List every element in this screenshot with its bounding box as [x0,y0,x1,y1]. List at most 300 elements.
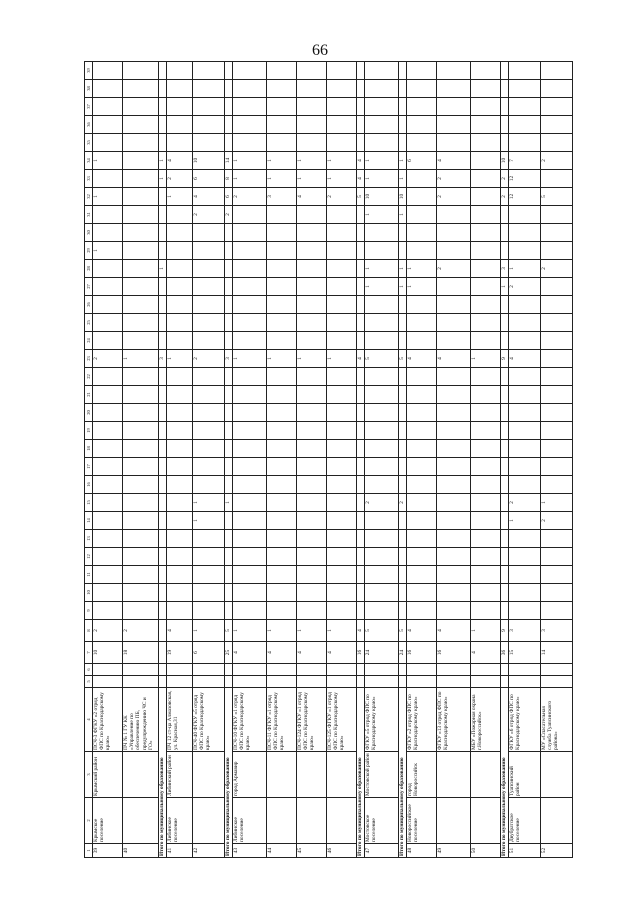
header-cell: 9 [85,602,93,620]
row-number: 47 [365,844,399,858]
value-cell [501,584,509,602]
value-cell [509,116,541,134]
value-cell [357,206,365,224]
value-cell [233,512,267,530]
value-cell [541,134,573,152]
value-cell: 1 [233,152,267,170]
value-cell: 12 [509,188,541,206]
value-cell [159,620,167,642]
value-cell [225,476,233,494]
value-cell [233,278,267,296]
value-cell [399,314,407,332]
value-cell [267,224,297,242]
value-cell [509,296,541,314]
value-cell [541,98,573,116]
value-cell: 10 [399,188,407,206]
value-cell [471,404,501,422]
row-number: 44 [267,844,297,858]
value-cell [357,296,365,314]
value-cell [225,676,233,688]
value-cell: 5 [365,620,399,642]
value-cell: 2 [233,188,267,206]
value-cell [267,62,297,80]
value-cell [159,512,167,530]
value-cell [541,458,573,476]
value-cell [501,530,509,548]
value-cell: 4 [407,350,437,368]
value-cell [357,566,365,584]
value-cell [407,224,437,242]
value-cell [541,584,573,602]
table-row [297,62,327,858]
value-cell: 9 [501,620,509,642]
value-cell [365,584,399,602]
value-cell: 4 [193,188,225,206]
value-cell: 1 [167,188,193,206]
value-cell [327,530,357,548]
value-cell [167,368,193,386]
value-cell [357,404,365,422]
value-cell [501,512,509,530]
value-cell [509,332,541,350]
header-cell: 39 [85,62,93,80]
value-cell: 2 [93,620,123,642]
header-cell: 27 [85,278,93,296]
value-cell [93,676,123,688]
value-cell [509,98,541,116]
settlement-cell [267,798,297,844]
value-cell [297,676,327,688]
value-cell: 4 [437,620,471,642]
value-cell [357,458,365,476]
value-cell [93,332,123,350]
value-cell [501,494,509,512]
value-cell: 18 [123,642,159,664]
value-cell: 1 [159,170,167,188]
value-cell [193,664,225,676]
row-number: 48 [407,844,437,858]
value-cell [93,80,123,98]
unit-cell: ФГКУ «2 отряд ФПС по Краснодарскому краю» [407,688,437,752]
value-cell: 16 [357,642,365,664]
total-row [357,62,365,858]
value-cell [93,134,123,152]
header-cell: 38 [85,80,93,98]
value-cell [471,476,501,494]
value-cell [541,242,573,260]
value-cell [123,314,159,332]
value-cell [167,224,193,242]
value-cell [437,242,471,260]
value-cell [407,584,437,602]
value-cell [267,314,297,332]
total-label: Итого по муниципальному образованию [357,688,365,858]
row-number: 49 [437,844,471,858]
value-cell: 1 [267,170,297,188]
total-label: Итого по муниципальному образованию [159,688,167,858]
value-cell [407,116,437,134]
header-cell: 13 [85,530,93,548]
value-cell: 4 [437,350,471,368]
value-cell: 5 [399,620,407,642]
value-cell [437,584,471,602]
value-cell [407,62,437,80]
value-cell [267,566,297,584]
value-cell: 2 [501,188,509,206]
value-cell: 4 [357,350,365,368]
value-cell [225,566,233,584]
value-cell [193,584,225,602]
value-cell [297,458,327,476]
value-cell [93,206,123,224]
value-cell [407,422,437,440]
value-cell [233,314,267,332]
value-cell [233,62,267,80]
header-cell: 2 [85,798,93,844]
value-cell [471,206,501,224]
value-cell: 3 [267,188,297,206]
row-number: 40 [123,844,159,858]
settlement-cell [193,798,225,844]
value-cell [399,548,407,566]
value-cell [93,458,123,476]
value-cell [159,476,167,494]
district-cell: Туапсинский район [509,752,541,798]
value-cell: 3 [225,350,233,368]
value-cell [471,260,501,278]
value-cell [93,116,123,134]
value-cell [509,602,541,620]
table-row [365,62,399,858]
value-cell [123,242,159,260]
fire-units-table [84,61,573,858]
value-cell [167,116,193,134]
value-cell [327,602,357,620]
value-cell [93,584,123,602]
value-cell [471,664,501,676]
header-cell: 21 [85,386,93,404]
value-cell [437,80,471,98]
value-cell: 1 [509,512,541,530]
value-cell [509,224,541,242]
value-cell [123,404,159,422]
value-cell [365,116,399,134]
value-cell [327,134,357,152]
value-cell: 2 [501,170,509,188]
value-cell [437,530,471,548]
value-cell [267,602,297,620]
value-cell: 5 [541,188,573,206]
value-cell [93,368,123,386]
value-cell [471,548,501,566]
header-cell: 28 [85,260,93,278]
value-cell [509,664,541,676]
value-cell [407,476,437,494]
value-cell [193,566,225,584]
value-cell: 2 [167,170,193,188]
value-cell [541,602,573,620]
value-cell: 2 [193,350,225,368]
value-cell [509,476,541,494]
value-cell [123,386,159,404]
settlement-cell: Крымское поселение [93,798,123,844]
value-cell [167,62,193,80]
district-cell: Крымский район [93,752,123,798]
value-cell [297,548,327,566]
value-cell: 2 [541,260,573,278]
value-cell [225,602,233,620]
value-cell [471,494,501,512]
value-cell [471,242,501,260]
value-cell [399,476,407,494]
value-cell [437,664,471,676]
district-cell [327,752,357,798]
value-cell [327,440,357,458]
value-cell [267,134,297,152]
value-cell: 1 [193,494,225,512]
value-cell: 4 [167,152,193,170]
total-row [399,62,407,858]
value-cell [541,476,573,494]
unit-cell: ПСЧ-10 ФГКУ «1 отряд ФПС по Краснодарскому краю» [233,688,267,752]
value-cell [357,134,365,152]
unit-cell: МУ «Спасательная служба Туапсинского района» [541,688,573,752]
value-cell [167,566,193,584]
value-cell [267,584,297,602]
settlement-cell: Либинское поселение [233,798,267,844]
value-cell [159,278,167,296]
value-cell: 10 [365,188,399,206]
value-cell: 10 [501,152,509,170]
value-cell: 5 [399,350,407,368]
value-cell [159,566,167,584]
value-cell [267,458,297,476]
value-cell [123,440,159,458]
value-cell [159,242,167,260]
value-cell [357,676,365,688]
value-cell [327,476,357,494]
value-cell: 1 [297,620,327,642]
value-cell [327,278,357,296]
value-cell [471,224,501,242]
table-row [193,62,225,858]
value-cell [357,440,365,458]
value-cell: 1 [267,152,297,170]
value-cell [471,98,501,116]
value-cell [93,664,123,676]
value-cell [167,664,193,676]
value-cell [501,242,509,260]
value-cell [407,206,437,224]
value-cell [365,458,399,476]
unit-cell: ПСЧ-40 ФГКУ «5 отряд ФПС по Краснодарскому краю» [193,688,225,752]
row-number: 52 [541,844,573,858]
value-cell [357,314,365,332]
header-cell: 7 [85,642,93,664]
value-cell [233,664,267,676]
header-cell: 8 [85,620,93,642]
value-cell [297,440,327,458]
value-cell [501,566,509,584]
value-cell [541,440,573,458]
value-cell: 1 [407,260,437,278]
value-cell [123,476,159,494]
value-cell [541,676,573,688]
value-cell: 1 [501,278,509,296]
value-cell: 1 [233,350,267,368]
value-cell [297,260,327,278]
value-cell [365,332,399,350]
value-cell: 2 [437,260,471,278]
value-cell [541,404,573,422]
value-cell [407,134,437,152]
value-cell [365,134,399,152]
value-cell: 2 [365,494,399,512]
value-cell [437,512,471,530]
value-cell [327,296,357,314]
value-cell: 6 [193,642,225,664]
value-cell [233,584,267,602]
value-cell [267,664,297,676]
value-cell [267,332,297,350]
header-cell: 23 [85,350,93,368]
settlement-cell: Мостовское поселение [365,798,399,844]
value-cell [327,422,357,440]
value-cell [123,422,159,440]
value-cell [357,530,365,548]
value-cell [501,602,509,620]
header-cell: 22 [85,368,93,386]
value-cell: 4 [471,642,501,664]
value-cell [399,368,407,386]
value-cell [437,116,471,134]
value-cell [357,368,365,386]
header-cell: 37 [85,98,93,116]
value-cell [159,404,167,422]
value-cell [399,676,407,688]
value-cell [365,422,399,440]
value-cell: 1 [541,494,573,512]
value-cell [365,676,399,688]
value-cell [167,404,193,422]
value-cell: 2 [509,494,541,512]
value-cell: 1 [407,278,437,296]
value-cell: 4 [407,620,437,642]
value-cell [123,512,159,530]
value-cell [471,422,501,440]
value-cell [159,664,167,676]
value-cell [407,386,437,404]
value-cell: 2 [193,206,225,224]
header-cell: 20 [85,404,93,422]
value-cell [471,116,501,134]
value-cell [267,404,297,422]
value-cell [93,296,123,314]
value-cell [167,494,193,512]
value-cell [357,332,365,350]
value-cell [159,224,167,242]
settlement-cell [437,798,471,844]
value-cell [159,676,167,688]
value-cell [399,584,407,602]
row-number: 42 [193,844,225,858]
value-cell [267,296,297,314]
value-cell [501,422,509,440]
value-cell [509,404,541,422]
value-cell: 1 [93,152,123,170]
value-cell [193,476,225,494]
value-cell [399,224,407,242]
value-cell [357,584,365,602]
value-cell [225,422,233,440]
value-cell [407,404,437,422]
header-cell: 4 [85,688,93,752]
value-cell [233,494,267,512]
value-cell [365,224,399,242]
value-cell [167,80,193,98]
table-row [123,62,159,858]
value-cell [93,224,123,242]
value-cell [193,224,225,242]
value-cell [437,458,471,476]
value-cell [437,386,471,404]
value-cell [233,676,267,688]
value-cell [407,530,437,548]
value-cell [297,368,327,386]
value-cell [93,404,123,422]
value-cell [399,134,407,152]
value-cell [225,404,233,422]
value-cell [509,584,541,602]
value-cell: 24 [399,642,407,664]
value-cell [541,422,573,440]
value-cell [93,530,123,548]
value-cell [267,98,297,116]
header-cell: 34 [85,152,93,170]
value-cell [225,458,233,476]
value-cell [471,314,501,332]
value-cell [365,98,399,116]
value-cell [471,134,501,152]
value-cell [471,512,501,530]
value-cell [437,566,471,584]
value-cell [93,314,123,332]
district-cell: город Армавир [233,752,267,798]
value-cell [541,566,573,584]
value-cell [159,80,167,98]
value-cell [437,224,471,242]
value-cell [123,98,159,116]
value-cell [267,494,297,512]
value-cell [233,206,267,224]
value-cell [297,664,327,676]
value-cell [407,602,437,620]
value-cell [193,62,225,80]
rotated-page-container [84,68,560,858]
value-cell [399,602,407,620]
value-cell [123,224,159,242]
value-cell [471,188,501,206]
value-cell: 1 [365,278,399,296]
value-cell: 3 [501,260,509,278]
value-cell: 1 [399,260,407,278]
value-cell: 1 [297,152,327,170]
value-cell [167,296,193,314]
value-cell [225,386,233,404]
value-cell [297,296,327,314]
value-cell [193,98,225,116]
value-cell [501,332,509,350]
